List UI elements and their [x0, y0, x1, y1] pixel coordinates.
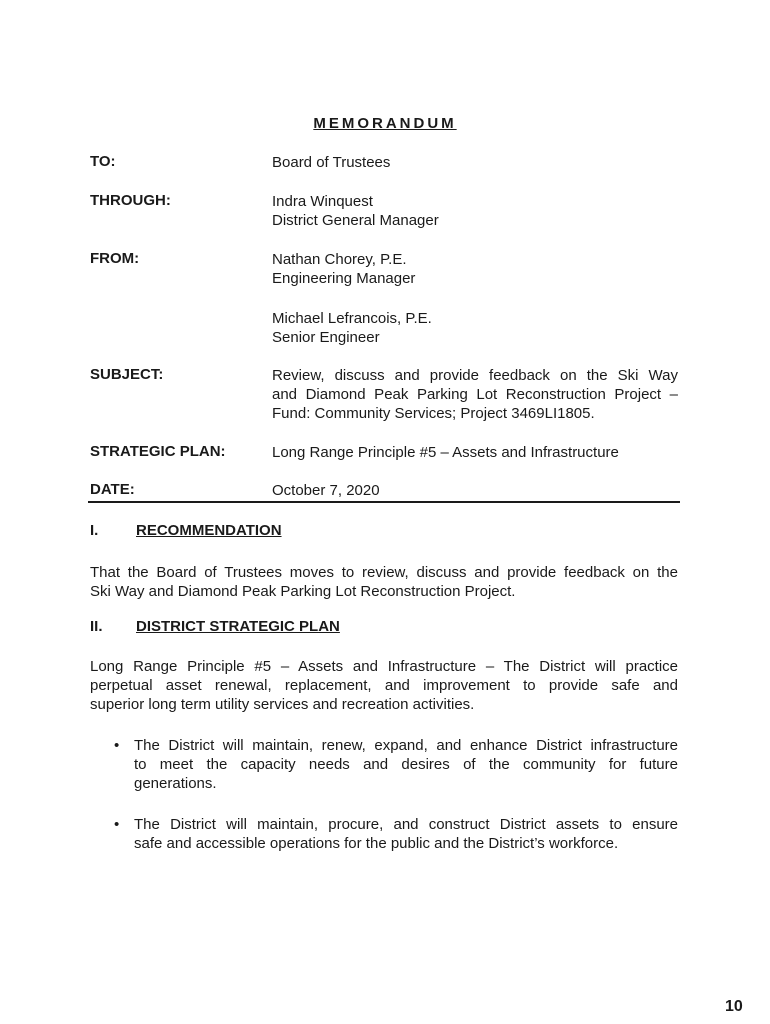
paragraph-line: superior long term utility services and recreation activities.: [90, 696, 475, 713]
strategic-plan-value: [272, 443, 619, 462]
page-number: 10: [725, 998, 743, 1015]
through-title: District General Manager: [272, 212, 439, 229]
subject-line-3: Fund: Community Services; Project 3469LI1805.: [272, 405, 595, 422]
from-2-name: Michael Lefrancois, P.E.: [272, 310, 432, 327]
to-recipient: Board of Trustees: [272, 154, 391, 171]
bullet-marker: •: [114, 737, 120, 754]
through-value: [272, 192, 439, 230]
section-title: DISTRICT STRATEGIC PLAN: [136, 618, 340, 635]
subject-label: SUBJECT:: [90, 366, 164, 383]
from-1-name: Nathan Chorey, P.E.: [272, 251, 407, 268]
paragraph-line: That the Board of Trustees moves to review, discuss and provide feedback on the: [90, 564, 678, 581]
bullet-line: The District will maintain, renew, expand, and enhance District infrastructure: [134, 737, 678, 754]
to-label: TO:: [90, 153, 116, 170]
from-1-title: Engineering Manager: [272, 270, 416, 287]
paragraph-line: Ski Way and Diamond Peak Parking Lot Reconstruction Project.: [90, 583, 516, 600]
date-label: DATE:: [90, 481, 135, 498]
date-value: [272, 481, 380, 500]
bullet-text: [134, 736, 678, 793]
section-number: I.: [90, 522, 99, 539]
subject-value: [272, 366, 678, 423]
section-recommendation-heading: [90, 522, 282, 539]
paragraph-line: perpetual asset renewal, replacement, and improvement to provide safe and: [90, 677, 678, 694]
to-value: [272, 153, 390, 172]
through-name: Indra Winquest: [272, 193, 373, 210]
bullet-line: safe and accessible operations for the public and the District’s workforce.: [134, 835, 619, 852]
paragraph-line: Long Range Principle #5 – Assets and Infrastructure – The District will practice: [90, 658, 678, 675]
bullet-line: The District will maintain, procure, and construct District assets to ensure: [134, 816, 678, 833]
bullet-line: to meet the capacity needs and desires of the community for future: [134, 756, 678, 773]
from-label: FROM:: [90, 250, 140, 267]
from-value-2: [272, 309, 432, 347]
strategic-plan-label: STRATEGIC PLAN:: [90, 443, 226, 460]
strategic-plan-paragraph: [90, 657, 678, 714]
bullet-line: generations.: [134, 775, 217, 792]
subject-line-1: Review, discuss and provide feedback on the Ski Way: [272, 367, 678, 384]
section-number: II.: [90, 618, 103, 635]
section-strategic-plan-heading: [90, 618, 340, 635]
from-value-1: [272, 250, 415, 288]
from-2-title: Senior Engineer: [272, 329, 380, 346]
date-text: October 7, 2020: [272, 482, 380, 499]
subject-line-2: and Diamond Peak Parking Lot Reconstruction Project –: [272, 386, 678, 403]
bullet-marker: •: [114, 816, 120, 833]
recommendation-paragraph: [90, 563, 678, 601]
strategic-plan-text: Long Range Principle #5 – Assets and Infrastructure: [272, 444, 619, 461]
memo-title: MEMORANDUM: [313, 115, 457, 132]
through-label: THROUGH:: [90, 192, 171, 209]
bullet-text: [134, 815, 678, 853]
section-title: RECOMMENDATION: [136, 522, 282, 539]
header-divider: [88, 501, 680, 503]
